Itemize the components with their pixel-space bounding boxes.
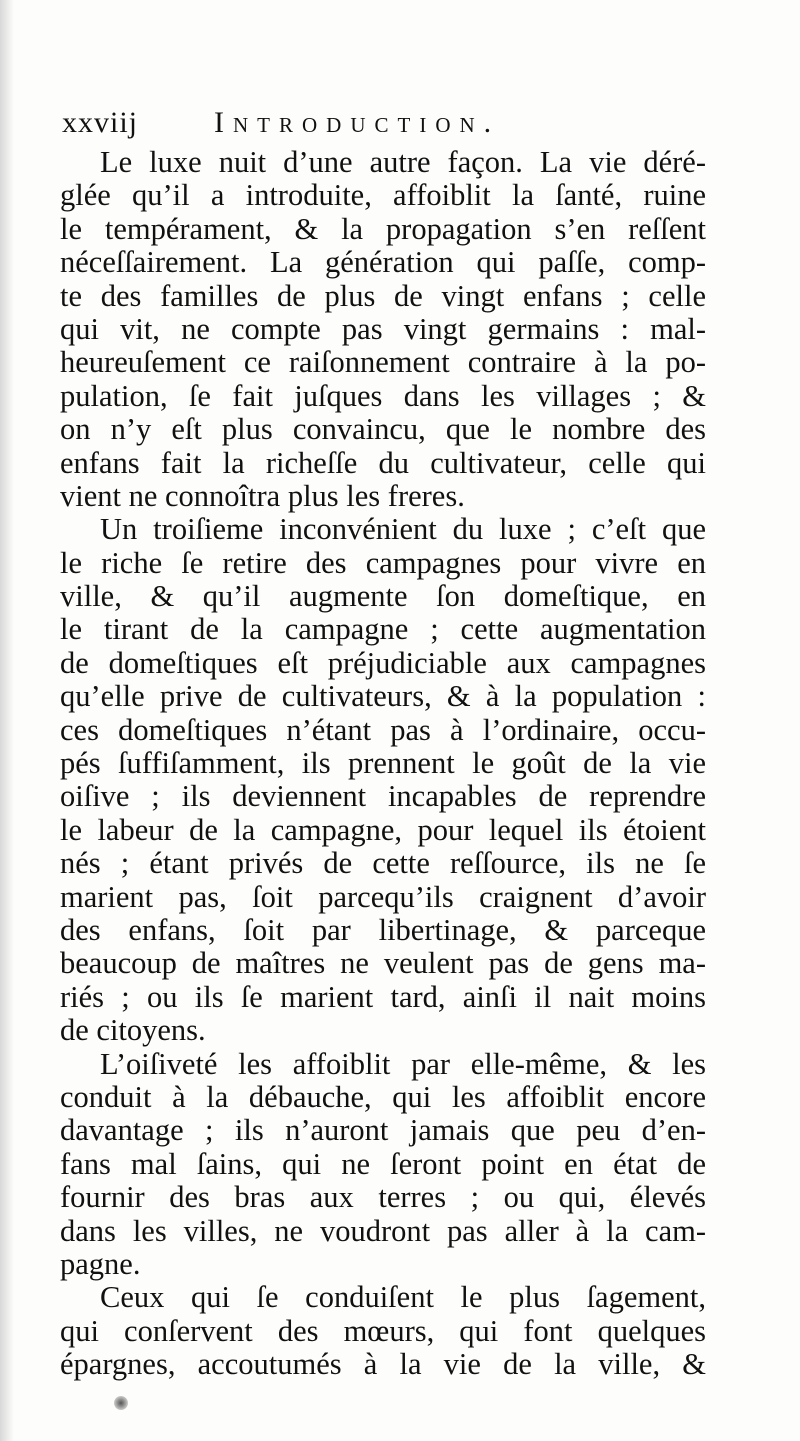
text-line: épargnes, accoutumés à la vie de la ville, & (60, 1347, 706, 1382)
text-line: nés ; étant privés de cette reſſource, ils ne ſe (60, 846, 706, 881)
text-line: de domeſtiques eſt préjudiciable aux campagnes (60, 645, 706, 680)
page-gutter-shadow (0, 0, 14, 1441)
text-line: heureuſement ce raiſonnement contraire à la po- (60, 345, 706, 380)
text-line: le labeur de la campagne, pour lequel ils étoient (60, 812, 706, 847)
text-line: fournir des bras aux terres ; ou qui, élevés (60, 1180, 706, 1215)
text-line: dans les villes, ne voudront pas aller à la cam- (60, 1213, 706, 1248)
text-line: on n’y eſt plus convaincu, que le nombre des (60, 412, 706, 447)
text-line: davantage ; ils n’auront jamais que peu d’en- (60, 1113, 706, 1148)
text-line: riés ; ou ils ſe marient tard, ainſi il nait moins (60, 979, 706, 1014)
text-line: qui vit, ne compte pas vingt germains : mal- (60, 311, 706, 346)
text-line: fans mal ſains, qui ne ſeront point en état de (60, 1146, 706, 1181)
text-line: qu’elle prive de cultivateurs, & à la population : (60, 679, 706, 714)
text-line: glée qu’il a introduite, affoiblit la ſanté, ruine (60, 178, 706, 213)
text-line: le riche ſe retire des campagnes pour vivre en (60, 545, 706, 580)
text-line: Le luxe nuit d’une autre façon. La vie déré- (100, 145, 706, 179)
text-line: enfans fait la richeſſe du cultivateur, celle qui (60, 445, 706, 480)
text-line: le tirant de la campagne ; cette augmentation (60, 612, 706, 647)
text-line: L’oiſiveté les affoiblit par elle-même, & les (100, 1046, 706, 1081)
text-line: vient ne connoîtra plus les freres. (60, 478, 465, 513)
text-line: pés ſuffiſamment, ils prennent le goût de la vie (60, 746, 706, 781)
text-line: Un troiſieme inconvénient du luxe ; c’eſt que (100, 512, 706, 547)
text-line: beaucoup de maîtres ne veulent pas de gens ma- (60, 946, 706, 981)
running-title: Introduction. (214, 106, 501, 139)
text-line: ville, & qu’il augmente ſon domeſtique, en (60, 579, 706, 614)
body-text (60, 146, 706, 1381)
text-line: Ceux qui ſe conduiſent le plus ſagement, (100, 1280, 706, 1315)
text-line: pagne. (60, 1246, 141, 1281)
text-line: qui conſervent des mœurs, qui font quelques (60, 1313, 706, 1348)
page-number: xxviij (62, 106, 139, 139)
text-line: des enfans, ſoit par libertinage, & parceque (60, 912, 706, 947)
text-line: marient pas, ſoit parcequ’ils craignent d’avoir (60, 879, 706, 914)
page-header (62, 100, 742, 146)
text-line: le tempérament, & la propagation s’en reſſent (60, 211, 706, 246)
text-line: oiſive ; ils deviennent incapables de reprendre (60, 779, 706, 814)
text-line: ces domeſtiques n’étant pas à l’ordinaire, occu- (60, 712, 706, 747)
text-line: de citoyens. (60, 1013, 206, 1048)
text-line: te des familles de plus de vingt enfans ; celle (60, 278, 706, 313)
text-line: néceſſairement. La génération qui paſſe, comp- (60, 245, 706, 280)
text-line: conduit à la débauche, qui les affoiblit encore (60, 1079, 706, 1114)
ink-blot (114, 1396, 128, 1410)
text-line: pulation, ſe fait juſques dans les villages ; & (60, 378, 706, 413)
